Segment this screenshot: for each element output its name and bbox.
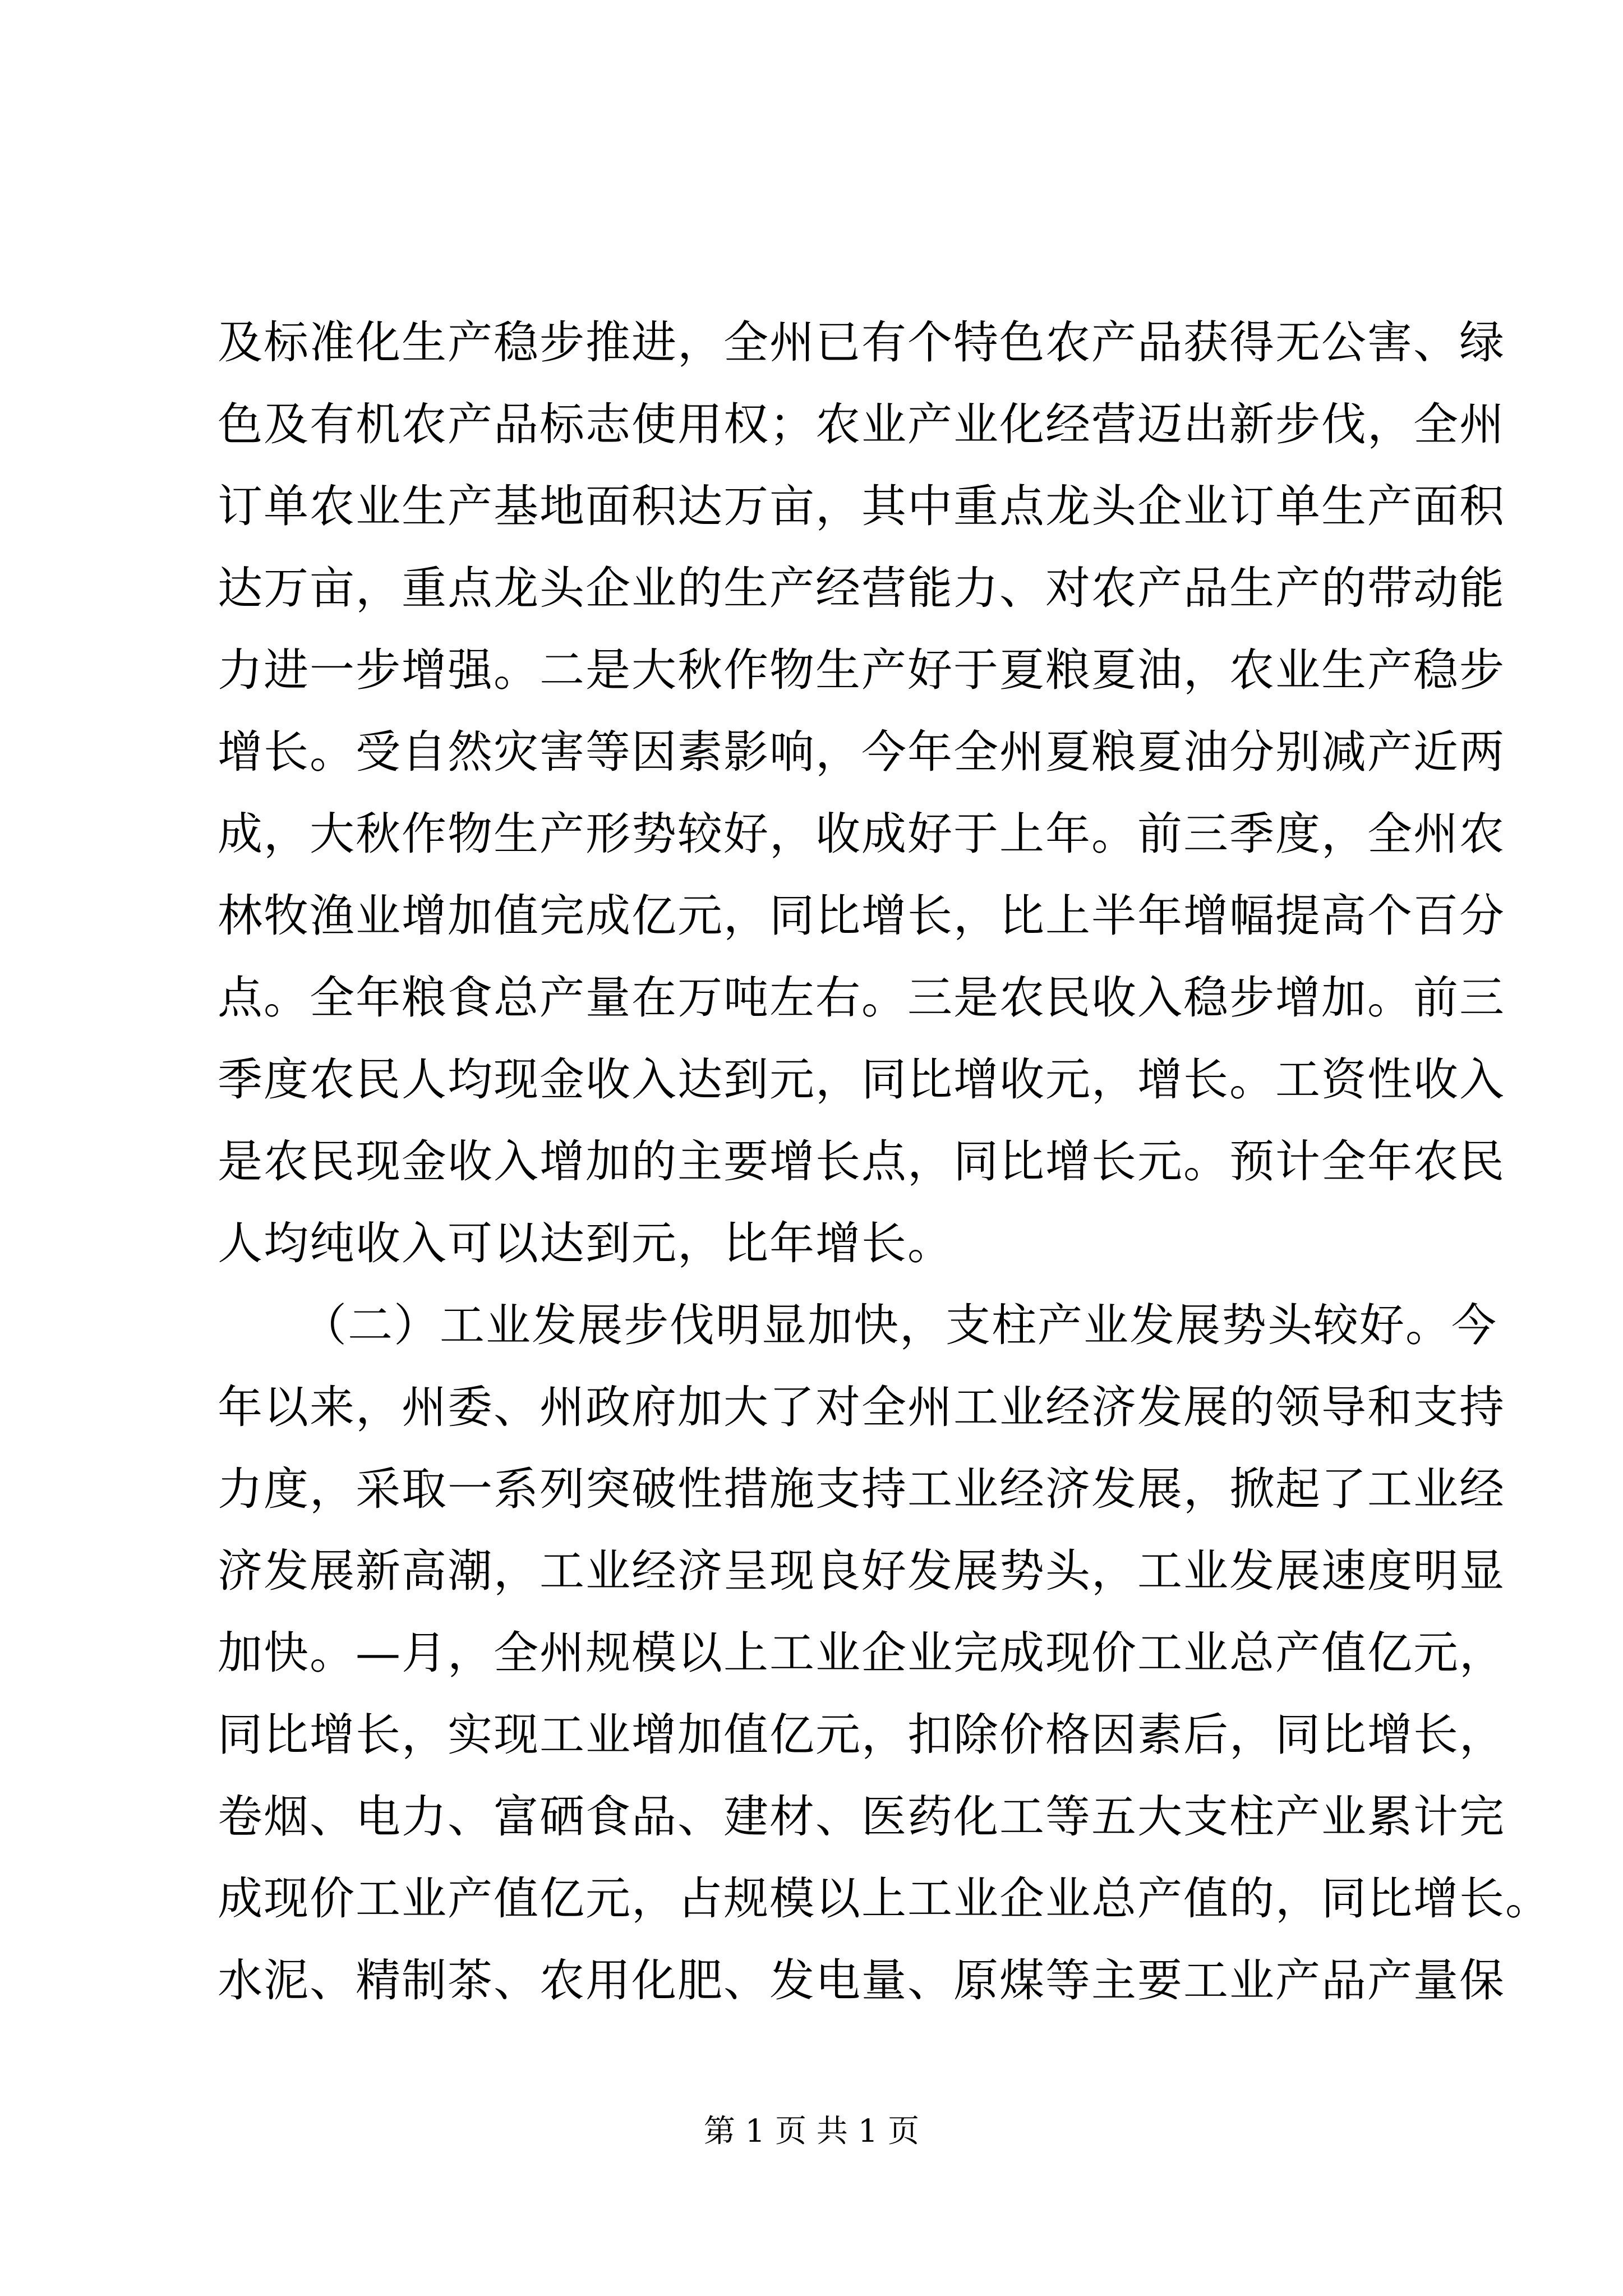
- page-number-footer: 第 1 页 共 1 页: [703, 2113, 920, 2150]
- text-line: 济发展新高潮，工业经济呈现良好发展势头，工业发展速度明显: [218, 1545, 1505, 1597]
- text-line: 增长。受自然灾害等因素影响，今年全州夏粮夏油分别减产近两: [218, 726, 1505, 778]
- text-line: 及标准化生产稳步推进，全州已有个特色农产品获得无公害、绿: [218, 316, 1505, 369]
- text-line: 成，大秋作物生产形势较好，收成好于上年。前三季度，全州农: [218, 808, 1505, 860]
- body-text: [218, 302, 1551, 2022]
- text-line: 订单农业生产基地面积达万亩，其中重点龙头企业订单生产面积: [218, 480, 1505, 532]
- text-line: 林牧渔业增加值完成亿元，同比增长，比上半年增幅提高个百分: [218, 890, 1505, 942]
- text-line: 成现价工业产值亿元，占规模以上工业企业总产值的，同比增长。: [218, 1872, 1551, 1925]
- text-line: 同比增长，实现工业增加值亿元，扣除价格因素后，同比增长，: [218, 1709, 1505, 1761]
- text-line: 色及有机农产品标志使用权；农业产业化经营迈出新步伐，全州: [218, 398, 1505, 450]
- text-line: 卷烟、电力、富硒食品、建材、医药化工等五大支柱产业累计完: [218, 1791, 1505, 1843]
- text-line: 达万亩，重点龙头企业的生产经营能力、对农产品生产的带动能: [218, 562, 1505, 614]
- text-line: 水泥、精制茶、农用化肥、发电量、原煤等主要工业产品产量保: [218, 1954, 1505, 2007]
- text-line: 力度，采取一系列突破性措施支持工业经济发展，掀起了工业经: [218, 1463, 1505, 1515]
- text-line: 人均纯收入可以达到元，比年增长。: [218, 1217, 953, 1269]
- text-line: 是农民现金收入增加的主要增长点，同比增长元。预计全年农民: [218, 1135, 1505, 1188]
- text-line: 季度农民人均现金收入达到元，同比增收元，增长。工资性收入: [218, 1053, 1505, 1106]
- text-line: 力进一步增强。二是大秋作物生产好于夏粮夏油，农业生产稳步: [218, 644, 1505, 696]
- text-line: 年以来，州委、州政府加大了对全州工业经济发展的领导和支持: [218, 1381, 1505, 1433]
- text-line: 加快。—月，全州规模以上工业企业完成现价工业总产值亿元，: [218, 1627, 1505, 1679]
- text-line: 点。全年粮食总产量在万吨左右。三是农民收入稳步增加。前三: [218, 972, 1505, 1024]
- section-heading-line: （二）工业发展步伐明显加快，支柱产业发展势头较好。今: [302, 1299, 1497, 1351]
